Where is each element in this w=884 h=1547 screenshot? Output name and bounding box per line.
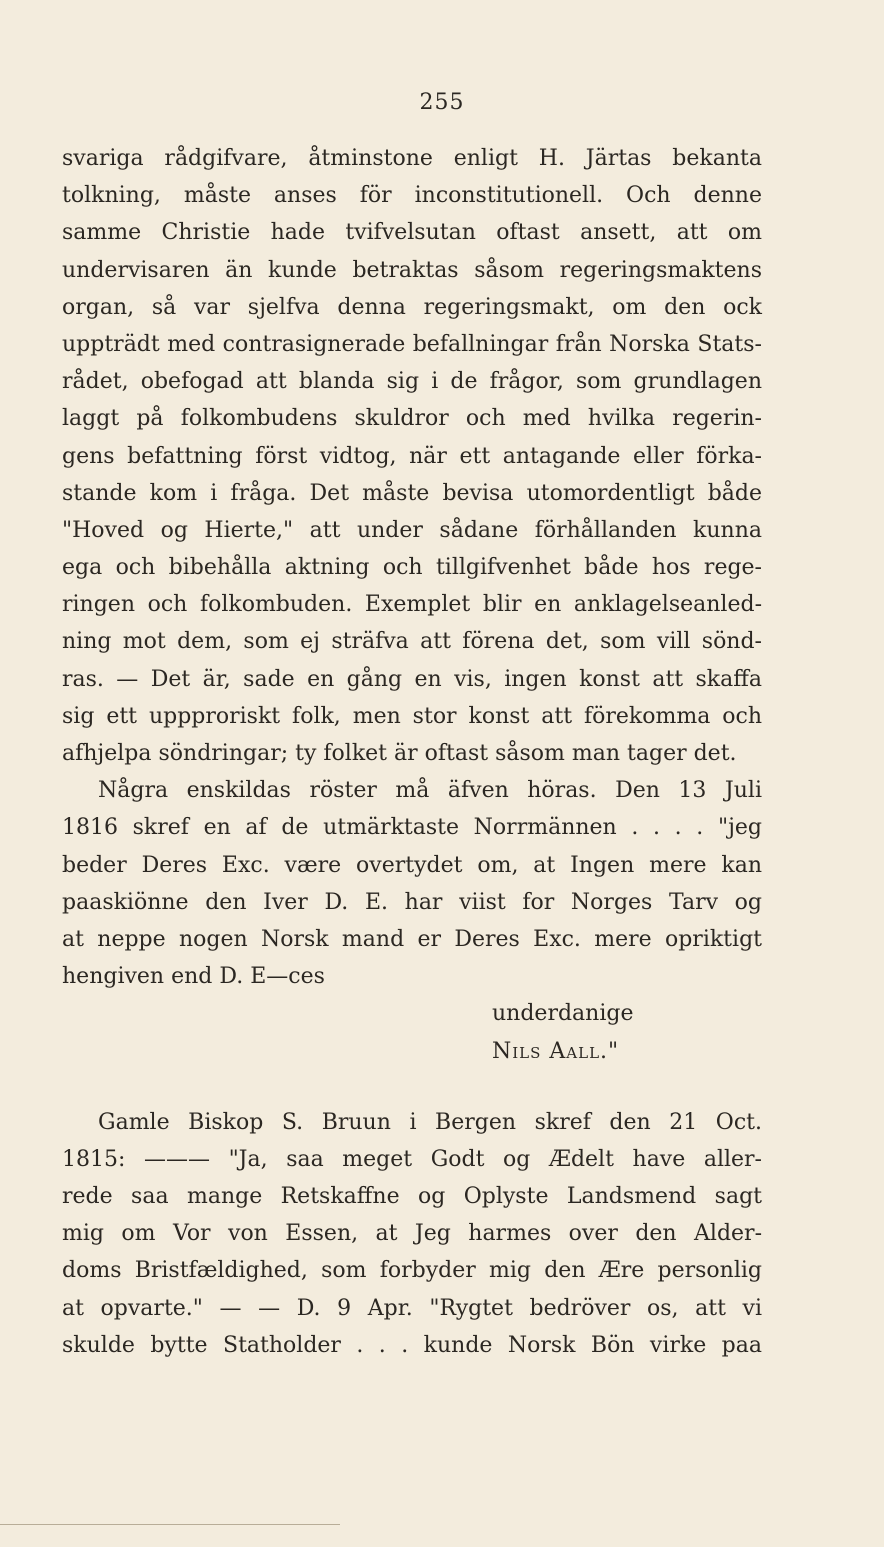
text-line: rådet, obefogad att blanda sig i de frågor, som grundlagen: [62, 369, 762, 395]
text-line: samme Christie hade tvifvelsutan oftast ansett, att om: [62, 220, 762, 246]
text-line: ras. — Det är, sade en gång en vis, ingen konst att skaffa: [62, 666, 762, 692]
text-line: hengiven end D. E—ces: [62, 964, 325, 990]
text-line: rede saa mange Retskaffne og Oplyste Landsmend sagt: [62, 1184, 762, 1210]
text-line: sig ett uppproriskt folk, men stor konst att förekomma och: [62, 703, 762, 729]
text-line: gens befattning först vidtog, när ett antagande eller förka-: [62, 443, 762, 469]
text-line: 1816 skref en af de utmärktaste Norrmännen . . . . "jeg: [62, 815, 762, 841]
text-line: mig om Vor von Essen, at Jeg harmes over den Alder-: [62, 1221, 762, 1247]
text-line: svariga rådgifvare, åtminstone enligt H. Järtas bekanta: [62, 146, 762, 171]
text-line: ning mot dem, som ej sträfva att förena det, som vill sönd-: [62, 629, 762, 655]
text-line: paaskiönne den Iver D. E. har viist for Norges Tarv og: [62, 889, 762, 915]
paragraph-2: [62, 772, 762, 995]
paragraph-1: [62, 140, 762, 772]
text-line: skulde bytte Statholder . . . kunde Norsk Bön virke paa: [62, 1332, 762, 1358]
text-line: 1815: ——— "Ja, saa meget Godt og Ædelt have aller-: [62, 1146, 762, 1172]
text-line: ega och bibehålla aktning och tillgifvenhet både hos rege-: [62, 555, 762, 581]
text-line: uppträdt med contrasignerade befallningar från Norska Stats-: [62, 331, 762, 357]
text-line: Gamle Biskop S. Bruun i Bergen skref den 21 Oct.: [98, 1109, 762, 1135]
text-line: doms Bristfældighed, som forbyder mig den Ære personlig: [62, 1258, 762, 1284]
closing-signature: Nils Aall.": [492, 1038, 620, 1064]
closing-salutation: underdanige: [492, 1001, 634, 1027]
text-line: beder Deres Exc. være overtydet om, at Ingen mere kan: [62, 852, 762, 878]
page-number: 255: [419, 90, 465, 115]
text-line: tolkning, måste anses för inconstitutionell. Och denne: [62, 183, 762, 209]
text-line: undervisaren än kunde betraktas såsom regeringsmaktens: [62, 257, 762, 283]
text-line: at neppe nogen Norsk mand er Deres Exc. mere opriktigt: [62, 926, 762, 952]
text-line: organ, så var sjelfva denna regeringsmakt, om den ock: [62, 294, 762, 320]
text-line: afhjelpa söndringar; ty folket är oftast såsom man tager det.: [62, 741, 737, 766]
text-line: Några enskildas röster må äfven höras. Den 13 Juli: [98, 778, 762, 804]
page-divider: [0, 1524, 340, 1525]
text-line: ringen och folkombuden. Exemplet blir en anklagelseanled-: [62, 592, 762, 618]
text-line: at opvarte." — — D. 9 Apr. "Rygtet bedröver os, att vi: [62, 1295, 762, 1321]
letter-closing: [62, 995, 762, 1069]
text-line: stande kom i fråga. Det måste bevisa utomordentligt både: [62, 480, 762, 506]
paragraph-3: [62, 1104, 762, 1364]
text-line: "Hoved og Hierte," att under sådane förhållanden kunna: [62, 517, 762, 543]
body-text: [62, 140, 762, 1364]
text-line: laggt på folkombudens skuldror och med hvilka regerin-: [62, 406, 762, 432]
